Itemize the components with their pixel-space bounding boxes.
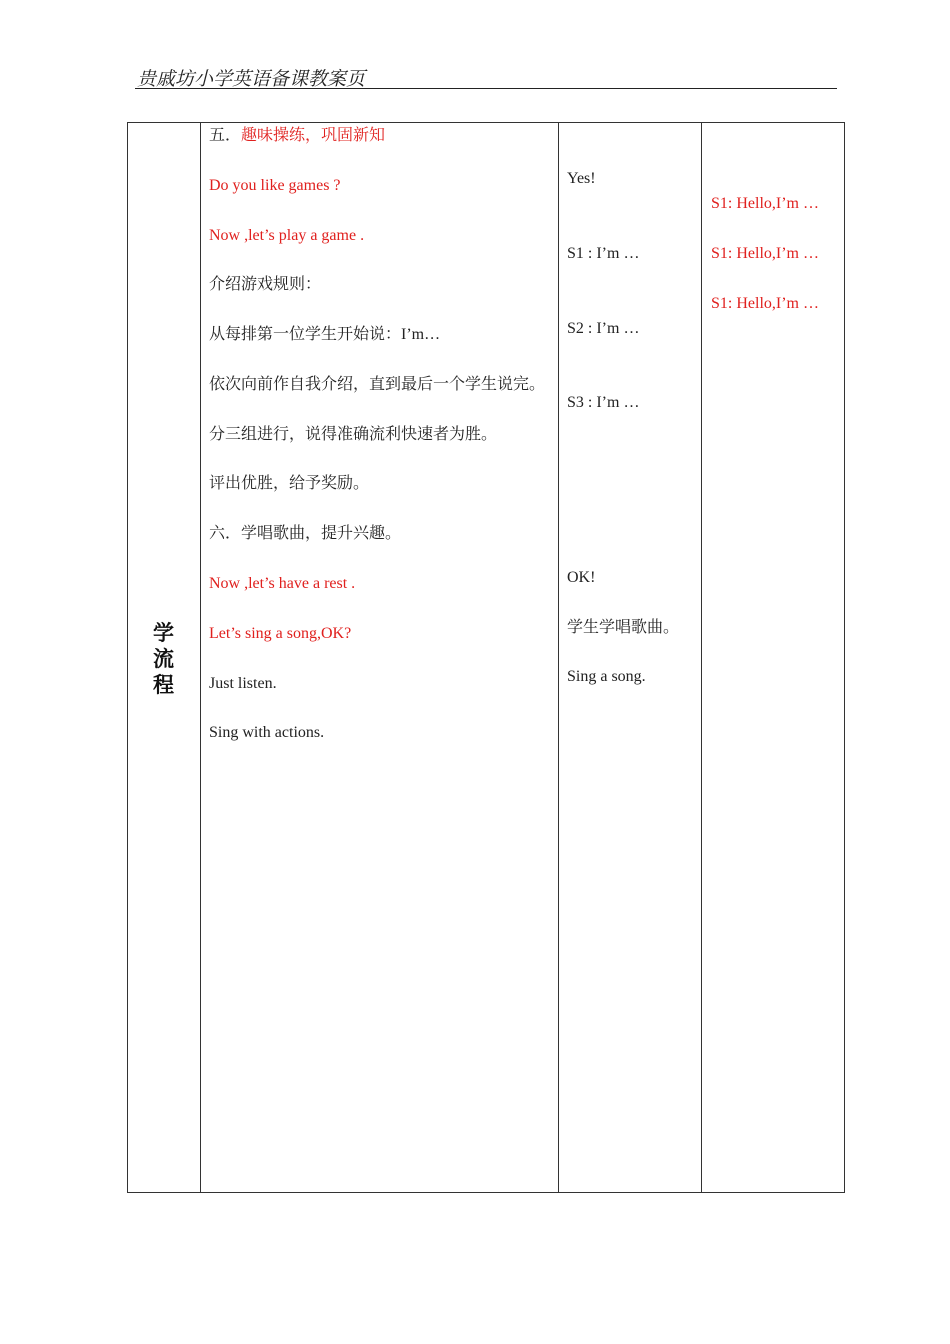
section-number: 五． xyxy=(209,127,242,144)
notes-line: S1: Hello,I’m … xyxy=(711,195,819,212)
side-label xyxy=(127,620,200,698)
teacher-line: 分三组进行，说得准确流利快速者为胜。 xyxy=(209,426,498,443)
teacher-line: Do you like games ? xyxy=(209,177,341,194)
section-five-heading xyxy=(209,126,385,146)
teacher-line: Just listen. xyxy=(209,675,277,692)
student-line: Sing a song. xyxy=(567,668,646,685)
student-line: OK! xyxy=(567,569,596,586)
teacher-line: Let’s sing a song,OK? xyxy=(209,625,352,642)
teacher-line: Now ,let’s play a game . xyxy=(209,227,365,244)
side-label-char: 学 xyxy=(153,621,174,645)
column-divider-3 xyxy=(701,122,702,1193)
student-line: S3 : I’m … xyxy=(567,394,640,411)
teacher-line: 介绍游戏规则： xyxy=(209,276,322,293)
section-six-heading: 六．学唱歌曲，提升兴趣。 xyxy=(209,525,402,542)
page-header-title: 贵戚坊小学英语备课教案页 xyxy=(137,69,366,90)
section-title: 趣味操练，巩固新知 xyxy=(241,127,386,144)
student-line: S1 : I’m … xyxy=(567,245,640,262)
column-divider-2 xyxy=(558,122,559,1193)
student-line: 学生学唱歌曲。 xyxy=(567,619,680,636)
side-label-char: 程 xyxy=(153,673,174,697)
side-label-char: 流 xyxy=(153,647,174,671)
teacher-line: 评出优胜，给予奖励。 xyxy=(209,475,370,492)
teacher-line: 依次向前作自我介绍，直到最后一个学生说完。 xyxy=(209,376,546,393)
notes-line: S1: Hello,I’m … xyxy=(711,295,819,312)
column-divider-1 xyxy=(200,122,201,1193)
notes-line: S1: Hello,I’m … xyxy=(711,245,819,262)
teacher-line: Sing with actions. xyxy=(209,724,325,741)
teacher-line: 从每排第一位学生开始说：I’m… xyxy=(209,326,441,343)
header-underline xyxy=(135,88,837,89)
student-line: Yes! xyxy=(567,170,596,187)
teacher-line: Now ,let’s have a rest . xyxy=(209,575,356,592)
student-line: S2 : I’m … xyxy=(567,320,640,337)
